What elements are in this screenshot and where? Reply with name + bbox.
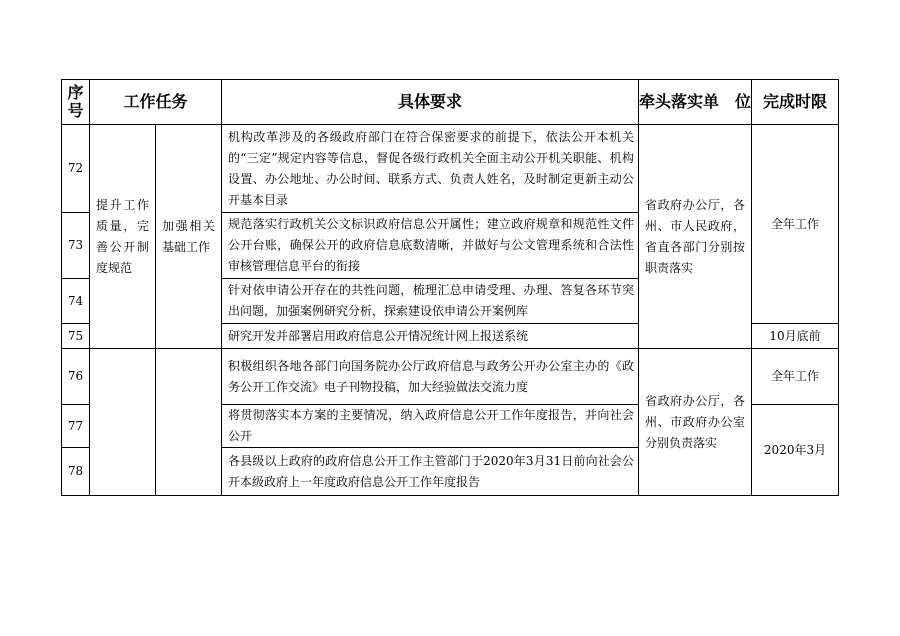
deadline: 全年工作	[752, 125, 839, 324]
task-table	[61, 79, 839, 496]
table-row	[62, 349, 839, 405]
requirement-text: 将贯彻落实本方案的主要情况，纳入政府信息公开工作年度报告，并向社会公开	[222, 405, 639, 448]
category-secondary-blank	[156, 349, 222, 496]
row-number: 73	[62, 213, 90, 279]
header-seq: 序号	[62, 80, 90, 125]
header-unit: 牵头落实单 位	[639, 80, 752, 125]
header-deadline: 完成时限	[752, 80, 839, 125]
category-primary: 提升工作质量，完善公开制度规范	[90, 125, 156, 349]
header-task: 工作任务	[90, 80, 222, 125]
row-number: 72	[62, 125, 90, 213]
header-row	[62, 80, 839, 125]
deadline: 全年工作	[752, 349, 839, 405]
requirement-text: 机构改革涉及的各级政府部门在符合保密要求的前提下，依法公开本机关的“三定”规定内容等信息，督促各级行政机关全面主动公开机关职能、机构设置、办公地址、办公时间、联系方式、负责人姓名，及时制定更新主动公开基本目录	[222, 125, 639, 213]
table-row	[62, 125, 839, 213]
requirement-text: 积极组织各地各部门向国务院办公厅政府信息与政务公开办公室主办的《政务公开工作交流》电子刊物投稿，加大经验做法交流力度	[222, 349, 639, 405]
row-number: 74	[62, 279, 90, 324]
lead-unit: 省政府办公厅，各州、市人民政府，省直各部门分别按职责落实	[639, 125, 752, 349]
requirement-text: 规范落实行政机关公文标识政府信息公开属性；建立政府规章和规范性文件公开台账，确保公开的政府信息底数清晰，并做好与公文管理系统和合法性审核管理信息平台的衔接	[222, 213, 639, 279]
lead-unit: 省政府办公厅，各州、市政府办公室分别负责落实	[639, 349, 752, 496]
row-number: 75	[62, 324, 90, 349]
deadline: 10月底前	[752, 324, 839, 349]
requirement-text: 针对依申请公开存在的共性问题，梳理汇总申请受理、办理、答复各环节突出问题，加强案例研究分析，探索建设依申请公开案例库	[222, 279, 639, 324]
category-secondary: 加强相关基础工作	[156, 125, 222, 349]
requirement-text: 研究开发并部署启用政府信息公开情况统计网上报送系统	[222, 324, 639, 349]
category-primary-blank	[90, 349, 156, 496]
row-number: 78	[62, 448, 90, 496]
requirement-text: 各县级以上政府的政府信息公开工作主管部门于2020年3月31日前向社会公开本级政府上一年度政府信息公开工作年度报告	[222, 448, 639, 496]
deadline: 2020年3月	[752, 405, 839, 496]
row-number: 77	[62, 405, 90, 448]
row-number: 76	[62, 349, 90, 405]
header-requirement: 具体要求	[222, 80, 639, 125]
